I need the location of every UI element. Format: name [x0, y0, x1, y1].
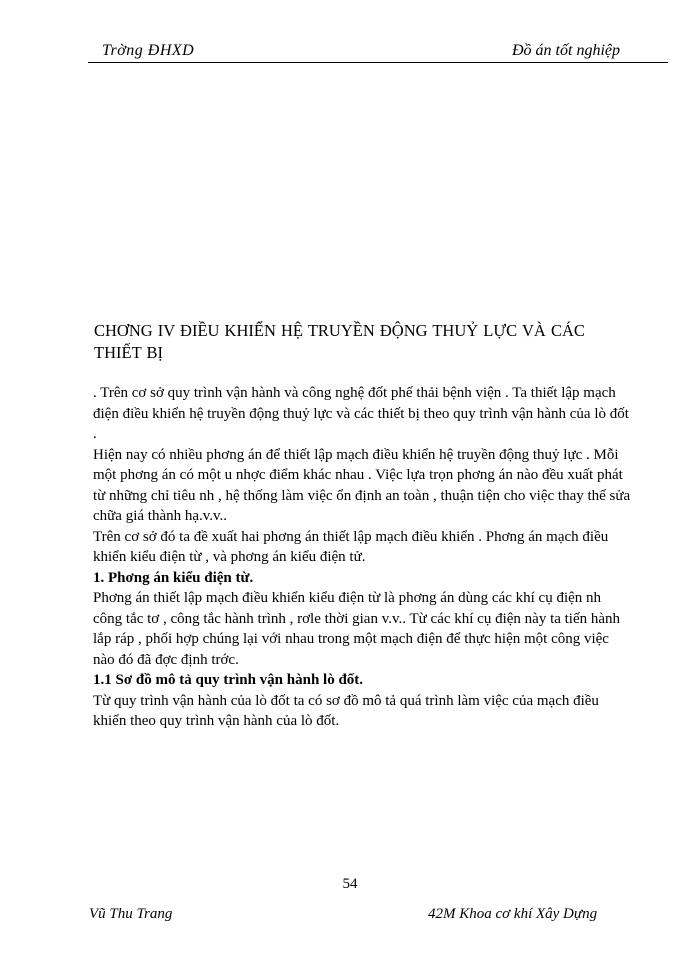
section-1-paragraph: Phơng án thiết lập mạch điều khiển kiểu điện từ là phơng án dùng các khí cụ điện nh công tắc tơ , công tắc hành trình , rơle thời gian v.v.. Từ các khí cụ điện này ta tiến hành lắp ráp , phối hợp chúng lại với nhau trong một mạch điện để thực hiện một công việc nào đó đã đợc định trớc. — [93, 590, 621, 668]
chapter-title: CHƠNG IV ĐIỀU KHIỂN HỆ TRUYỀN ĐỘNG THUỶ LỰC VÀ CÁC THIẾT BỊ — [94, 321, 585, 362]
methods-paragraph: Hiện nay có nhiều phơng án để thiết lập mạch điều khiển hệ truyền động thuỷ lực . Mỗi một phơng án có một u nhợc điểm khác nhau . Việc lựa trọn phơng án nào đều xuất phát từ những chỉ tiêu nh , hệ thống làm việc ổn định an toàn , thuận tiện cho việc thay thế sửa chữa giá thành hạ.v.v.. — [93, 446, 631, 524]
page-header — [88, 40, 668, 63]
header-document-type: Đồ án tốt nghiệp — [512, 42, 620, 59]
section-1-1-paragraph: Từ quy trình vận hành của lò đốt ta có sơ đồ mô tả quá trình làm việc của mạch điều khiển theo quy trình vận hành của lò đốt. — [93, 692, 599, 729]
proposal-paragraph: Trên cơ sở đó ta đề xuất hai phơng án thiết lập mạch điều khiển . Phơng án mạch điều khiển kiểu điện từ , và phơng án kiểu điện tử. — [93, 528, 609, 565]
document-body — [93, 383, 631, 732]
page-number: 54 — [342, 876, 358, 892]
footer-department: 42M Khoa cơ khí Xây Dựng — [428, 906, 598, 922]
section-heading-1-1: 1.1 Sơ đồ mô tả quy trình vận hành lò đốt. — [93, 672, 364, 688]
header-school: Trờng ĐHXD — [102, 42, 195, 59]
intro-paragraph: . Trên cơ sở quy trình vận hành và công nghệ đốt phế thải bệnh viện . Ta thiết lập mạch điện điều khiển hệ truyền động thuỷ lực và các thiết bị theo quy trình vận hành của lò đốt . — [93, 385, 629, 442]
section-heading-1: 1. Phơng án kiểu điện từ. — [93, 569, 254, 586]
footer-author: Vũ Thu Trang — [89, 906, 173, 922]
